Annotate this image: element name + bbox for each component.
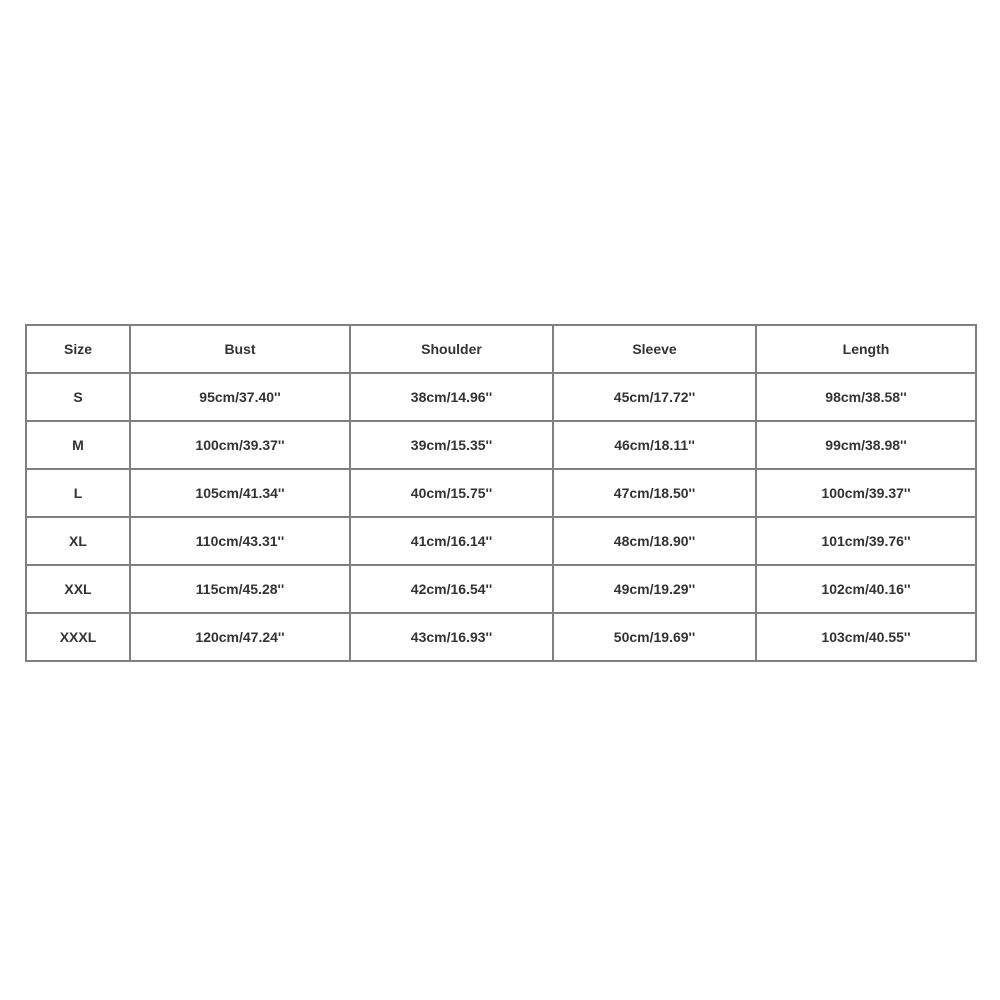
- shoulder-cell: 40cm/15.75'': [350, 469, 553, 517]
- table-row: [26, 373, 976, 421]
- shoulder-cell: 42cm/16.54'': [350, 565, 553, 613]
- sleeve-cell: 50cm/19.69'': [553, 613, 756, 661]
- size-chart-table: [25, 324, 977, 662]
- header-length: Length: [756, 325, 976, 373]
- length-cell: 100cm/39.37'': [756, 469, 976, 517]
- bust-cell: 100cm/39.37'': [130, 421, 350, 469]
- size-cell: M: [26, 421, 130, 469]
- size-cell: XXXL: [26, 613, 130, 661]
- table-row: [26, 565, 976, 613]
- length-cell: 102cm/40.16'': [756, 565, 976, 613]
- bust-cell: 115cm/45.28'': [130, 565, 350, 613]
- length-cell: 99cm/38.98'': [756, 421, 976, 469]
- table-body: [26, 373, 976, 661]
- shoulder-cell: 41cm/16.14'': [350, 517, 553, 565]
- sleeve-cell: 48cm/18.90'': [553, 517, 756, 565]
- header-sleeve: Sleeve: [553, 325, 756, 373]
- header-size: Size: [26, 325, 130, 373]
- bust-cell: 95cm/37.40'': [130, 373, 350, 421]
- table-row: [26, 613, 976, 661]
- bust-cell: 110cm/43.31'': [130, 517, 350, 565]
- table-row: [26, 469, 976, 517]
- size-cell: XXL: [26, 565, 130, 613]
- header-shoulder: Shoulder: [350, 325, 553, 373]
- table-row: [26, 421, 976, 469]
- table-row: [26, 517, 976, 565]
- sleeve-cell: 46cm/18.11'': [553, 421, 756, 469]
- size-cell: XL: [26, 517, 130, 565]
- sleeve-cell: 47cm/18.50'': [553, 469, 756, 517]
- shoulder-cell: 43cm/16.93'': [350, 613, 553, 661]
- length-cell: 101cm/39.76'': [756, 517, 976, 565]
- size-cell: L: [26, 469, 130, 517]
- shoulder-cell: 39cm/15.35'': [350, 421, 553, 469]
- bust-cell: 105cm/41.34'': [130, 469, 350, 517]
- length-cell: 98cm/38.58'': [756, 373, 976, 421]
- size-cell: S: [26, 373, 130, 421]
- sleeve-cell: 49cm/19.29'': [553, 565, 756, 613]
- header-bust: Bust: [130, 325, 350, 373]
- shoulder-cell: 38cm/14.96'': [350, 373, 553, 421]
- sleeve-cell: 45cm/17.72'': [553, 373, 756, 421]
- bust-cell: 120cm/47.24'': [130, 613, 350, 661]
- table-header: [26, 325, 976, 373]
- length-cell: 103cm/40.55'': [756, 613, 976, 661]
- header-row: [26, 325, 976, 373]
